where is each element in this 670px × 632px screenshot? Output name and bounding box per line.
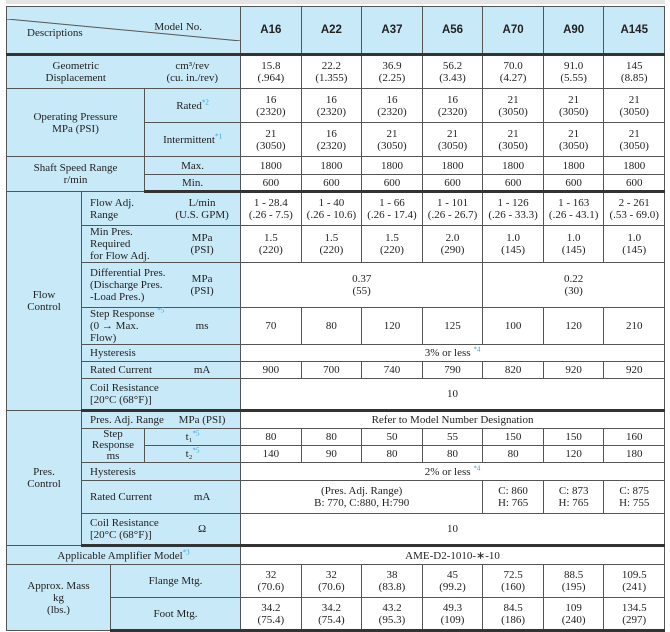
data-cell: 1800 <box>483 157 544 175</box>
t1-label <box>145 429 241 446</box>
data-cell: 109 (240) <box>543 598 604 631</box>
data-cell: 15.8 (.964) <box>241 55 302 89</box>
data-cell: 21 (3050) <box>362 123 423 157</box>
data-cell: 80 <box>362 446 423 463</box>
amplifier-row <box>7 546 665 565</box>
data-cell: 70 <box>241 308 302 345</box>
data-cell: 1800 <box>241 157 302 175</box>
data-cell: 50 <box>362 429 423 446</box>
data-cell: 21 (3050) <box>604 89 665 123</box>
pres-control-label: Pres. Control <box>7 411 82 546</box>
data-cell: (Pres. Adj. Range) B: 770, C:880, H:790 <box>241 481 483 514</box>
data-cell: 125 <box>422 308 483 345</box>
data-cell: 36.9 (2.25) <box>362 55 423 89</box>
data-cell: 600 <box>301 175 362 192</box>
data-cell: Refer to Model Number Designation <box>241 411 665 429</box>
rated-text: Rated <box>176 99 202 112</box>
t2-label <box>145 446 241 463</box>
data-cell: 920 <box>543 362 604 379</box>
differential-label <box>82 263 241 308</box>
data-cell: 10 <box>241 514 665 546</box>
data-cell: 134.5 (297) <box>604 598 665 631</box>
data-cell: 16 (2320) <box>362 89 423 123</box>
model-no-label: Model No. <box>154 21 203 33</box>
pres-coil-row <box>7 514 665 546</box>
model-header: A56 <box>422 7 483 55</box>
data-cell: 1.0 (145) <box>604 226 665 263</box>
footnote-mark: *5 <box>192 446 200 455</box>
data-cell: 38 (83.8) <box>362 565 423 598</box>
data-cell: 1.5 (220) <box>362 226 423 263</box>
hysteresis-value: 2% or less <box>424 465 471 478</box>
differential-row <box>7 263 665 308</box>
min-pres-unit: MPa (PSI) <box>190 232 214 256</box>
data-cell: 160 <box>604 429 665 446</box>
footnote-mark: *2 <box>201 97 209 106</box>
data-cell: 80 <box>301 429 362 446</box>
data-cell: 1800 <box>543 157 604 175</box>
min-pres-label <box>82 226 241 263</box>
differential-unit: MPa (PSI) <box>190 273 214 297</box>
data-cell: 600 <box>543 175 604 192</box>
header-row <box>7 7 665 55</box>
geometric-row <box>7 55 665 89</box>
data-cell: 210 <box>604 308 665 345</box>
data-cell: 740 <box>362 362 423 379</box>
data-cell: 32 (70.6) <box>301 565 362 598</box>
top-rule <box>6 0 665 4</box>
data-cell: 32 (70.6) <box>241 565 302 598</box>
data-cell: 49.3 (109) <box>422 598 483 631</box>
data-cell: 600 <box>483 175 544 192</box>
data-cell: 120 <box>543 446 604 463</box>
specifications-table <box>6 6 665 632</box>
rated-current-unit: mA <box>193 364 211 376</box>
data-cell: 22.2 (1.355) <box>301 55 362 89</box>
data-cell: 150 <box>543 429 604 446</box>
pres-rated-current-row <box>7 481 665 514</box>
data-cell: 180 <box>604 446 665 463</box>
data-cell: 1 - 40 (.26 - 10.6) <box>301 192 362 226</box>
header-corner <box>7 7 241 55</box>
model-header: A90 <box>543 7 604 55</box>
model-header: A70 <box>483 7 544 55</box>
flange-label: Flange Mtg. <box>111 565 241 598</box>
data-cell: 145 (8.85) <box>604 55 665 89</box>
data-cell: 1800 <box>422 157 483 175</box>
data-cell: 16 (2320) <box>301 89 362 123</box>
data-cell: 45 (99.2) <box>422 565 483 598</box>
rated-label <box>145 89 241 123</box>
flow-coil-label <box>82 379 241 411</box>
data-cell: 1 - 126 (.26 - 33.3) <box>483 192 544 226</box>
data-cell: 1800 <box>362 157 423 175</box>
intermittent-label <box>145 123 241 157</box>
mass-label: Approx. Mass kg (lbs.) <box>7 565 111 631</box>
footnote-mark: *3 <box>182 547 190 556</box>
data-cell: C: 873 H: 765 <box>543 481 604 514</box>
data-cell: AME-D2-1010-∗-10 <box>241 546 665 565</box>
data-cell: 600 <box>241 175 302 192</box>
intermittent-text: Intermittent <box>163 133 215 146</box>
data-cell: 820 <box>483 362 544 379</box>
min-pres-row <box>7 226 665 263</box>
data-cell: C: 875 H: 755 <box>604 481 665 514</box>
t2-text: t₂ <box>185 448 193 460</box>
max-label: Max. <box>145 157 241 175</box>
data-cell: 2 - 261 (.53 - 69.0) <box>604 192 665 226</box>
data-cell: 1.0 (145) <box>483 226 544 263</box>
coil-text: Coil Resistance [20°C (68°F)] <box>90 382 159 406</box>
data-cell: 1.5 (220) <box>241 226 302 263</box>
data-cell: 21 (3050) <box>483 123 544 157</box>
data-cell: 1.0 (145) <box>543 226 604 263</box>
pres-adj-row <box>7 411 665 429</box>
pres-hysteresis-label <box>82 463 241 481</box>
shaft-speed-label: Shaft Speed Range r/min <box>7 157 145 192</box>
data-cell <box>241 345 665 362</box>
min-pres-text: Min Pres. Required for Flow Adj. <box>90 226 150 262</box>
operating-pressure-label: Operating Pressure MPa (PSI) <box>7 89 145 157</box>
data-cell: 21 (3050) <box>543 123 604 157</box>
foot-label: Foot Mtg. <box>111 598 241 631</box>
data-cell: 16 (2320) <box>241 89 302 123</box>
flow-adj-unit: L/min (U.S. GPM) <box>175 197 229 221</box>
flow-hysteresis-label <box>82 345 241 362</box>
data-cell: 90 <box>301 446 362 463</box>
flow-step-response-label <box>82 308 241 345</box>
data-cell <box>241 463 665 481</box>
pres-adj-text: Pres. Adj. Range <box>90 414 164 426</box>
data-cell: 120 <box>362 308 423 345</box>
data-cell: 140 <box>241 446 302 463</box>
data-cell: 600 <box>604 175 665 192</box>
flow-step-response-row <box>7 308 665 345</box>
step-response-subtext: (0 → Max. Flow) <box>90 320 139 344</box>
data-cell: 1 - 28.4 (.26 - 7.5) <box>241 192 302 226</box>
data-cell: 920 <box>604 362 665 379</box>
flow-coil-row <box>7 379 665 411</box>
data-cell: 43.2 (95.3) <box>362 598 423 631</box>
flow-rated-current-row <box>7 362 665 379</box>
data-cell: 109.5 (241) <box>604 565 665 598</box>
geometric-unit: cm³/rev (cu. in./rev) <box>145 55 241 89</box>
data-cell: 21 (3050) <box>483 89 544 123</box>
data-cell: 1 - 66 (.26 - 17.4) <box>362 192 423 226</box>
data-cell: C: 860 H: 765 <box>483 481 544 514</box>
differential-text: Differential Pres. (Discharge Pres. -Load Pres.) <box>90 267 166 303</box>
data-cell: 16 (2320) <box>422 89 483 123</box>
flow-adj-label <box>82 192 241 226</box>
step-response-text: Step Response <box>90 308 155 320</box>
coil-text: Coil Resistance [20°C (68°F)] <box>90 517 159 541</box>
data-cell: 80 <box>483 446 544 463</box>
data-cell: 34.2 (75.4) <box>301 598 362 631</box>
data-cell: 70.0 (4.27) <box>483 55 544 89</box>
data-cell: 1.5 (220) <box>301 226 362 263</box>
model-header: A16 <box>241 7 302 55</box>
data-cell: 91.0 (5.55) <box>543 55 604 89</box>
data-cell: 100 <box>483 308 544 345</box>
flow-rated-current-label <box>82 362 241 379</box>
data-cell: 1800 <box>604 157 665 175</box>
data-cell: 21 (3050) <box>241 123 302 157</box>
data-cell: 21 (3050) <box>422 123 483 157</box>
data-cell: 900 <box>241 362 302 379</box>
geometric-label: Geometric Displacement <box>7 55 145 89</box>
footnote-mark: *5 <box>192 429 200 438</box>
data-cell: 80 <box>422 446 483 463</box>
data-cell: 1800 <box>301 157 362 175</box>
model-header: A145 <box>604 7 665 55</box>
data-cell: 600 <box>362 175 423 192</box>
flow-control-label: Flow Control <box>7 192 82 411</box>
footnote-mark: *4 <box>473 463 481 472</box>
data-cell: 55 <box>422 429 483 446</box>
data-cell: 0.37 (55) <box>241 263 483 308</box>
data-cell: 120 <box>543 308 604 345</box>
pres-adj-unit: MPa (PSI) <box>178 414 226 426</box>
rated-pressure-row <box>7 89 665 123</box>
coil-unit: Ω <box>197 523 207 535</box>
pres-hysteresis-row <box>7 463 665 481</box>
data-cell: 1 - 163 (.26 - 43.1) <box>543 192 604 226</box>
hysteresis-text: Hysteresis <box>90 465 136 478</box>
data-cell: 72.5 (160) <box>483 565 544 598</box>
data-cell: 600 <box>422 175 483 192</box>
data-cell: 1 - 101 (.26 - 26.7) <box>422 192 483 226</box>
flow-hysteresis-row <box>7 345 665 362</box>
shaft-max-row <box>7 157 665 175</box>
data-cell: 150 <box>483 429 544 446</box>
model-header: A22 <box>301 7 362 55</box>
data-cell: 790 <box>422 362 483 379</box>
hysteresis-value: 3% or less <box>424 347 471 359</box>
data-cell: 21 (3050) <box>604 123 665 157</box>
pres-rated-current-label <box>82 481 241 514</box>
data-cell: 80 <box>241 429 302 446</box>
flow-adj-text: Flow Adj. Range <box>90 197 135 221</box>
pres-coil-label <box>82 514 241 546</box>
flow-adj-row <box>7 192 665 226</box>
footnote-mark: *1 <box>215 131 222 140</box>
amplifier-label <box>7 546 241 565</box>
amplifier-text: Applicable Amplifier Model <box>57 549 183 562</box>
data-cell: 700 <box>301 362 362 379</box>
flange-mass-row <box>7 565 665 598</box>
rated-current-text: Rated Current <box>90 491 153 503</box>
pres-adj-label <box>82 411 241 429</box>
hysteresis-text: Hysteresis <box>90 347 136 359</box>
data-cell: 21 (3050) <box>543 89 604 123</box>
rated-current-text: Rated Current <box>90 364 153 376</box>
data-cell: 88.5 (195) <box>543 565 604 598</box>
step-response-unit: ms <box>195 320 209 332</box>
model-header: A37 <box>362 7 423 55</box>
data-cell: 56.2 (3.43) <box>422 55 483 89</box>
footnote-mark: *5 <box>157 306 165 315</box>
t1-row <box>7 429 665 446</box>
t1-text: t₁ <box>185 431 193 443</box>
rated-current-unit: mA <box>193 491 211 503</box>
data-cell: 10 <box>241 379 665 411</box>
data-cell: 80 <box>301 308 362 345</box>
min-label: Min. <box>145 175 241 192</box>
descriptions-label: Descriptions <box>27 27 83 39</box>
data-cell: 2.0 (290) <box>422 226 483 263</box>
pres-step-response-label: Step Response ms <box>82 429 145 463</box>
data-cell: 84.5 (186) <box>483 598 544 631</box>
data-cell: 34.2 (75.4) <box>241 598 302 631</box>
data-cell: 16 (2320) <box>301 123 362 157</box>
data-cell: 0.22 (30) <box>483 263 665 308</box>
footnote-mark: *4 <box>473 345 481 354</box>
